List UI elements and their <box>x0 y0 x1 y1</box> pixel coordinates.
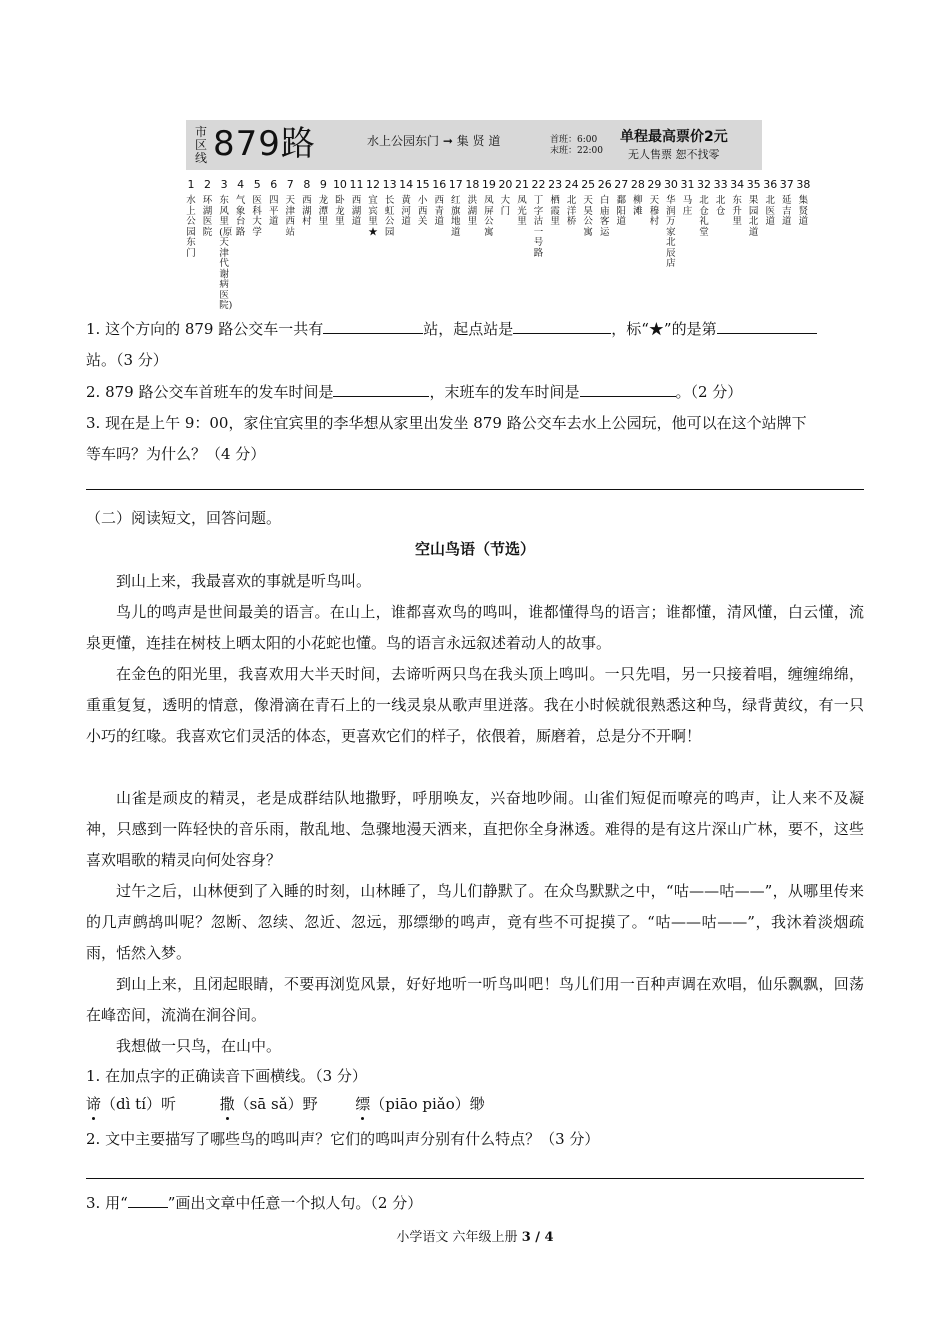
stop-number: 4 <box>237 178 245 191</box>
article-paragraph-3: 在金色的阳光里，我喜欢用大半天时间，去谛听两只鸟在我头顶上鸣叫。一只先唱，另一只接着唱，缠缠绵绵，重重复复，透明的情意，像滑滴在青石上的一线灵泉从歌声里迸落。我在小时候就很熟悉这种鸟，绿背黄纹，有一只小巧的红喙。我喜欢它们灵活的体态，更喜欢它们的样子，依偎着，厮磨着，总是分不开啊！ <box>86 665 864 745</box>
article-paragraph-5: 过午之后，山林便到了入睡的时刻，山林睡了，鸟儿们静默了。在众鸟默默之中，“咕——咕——”，从哪里传来的几声鹧鸪叫呢？忽断、忽续、忽近、忽远，那缥缈的鸣声，竟有些不可捉摸了。“咕——咕——”，我沐着淡烟疏雨，恬然入梦。 <box>86 882 864 962</box>
q2-text-c: 。（2 分） <box>675 383 743 401</box>
stop-number: 17 <box>448 178 463 191</box>
stop-number: 20 <box>498 178 513 191</box>
footer-subject: 小学语文 六年级上册 <box>396 1230 518 1245</box>
last-bus-time: 末班：22:00 <box>550 146 603 156</box>
fare-notice: 无人售票 恕不找零 <box>628 148 720 161</box>
q1-text-b: 站，起点站是 <box>423 320 514 338</box>
direction-from: 水上公园东门 <box>367 134 440 148</box>
answer-blank[interactable] <box>580 382 676 397</box>
stop-name: 气象台路 <box>235 195 246 238</box>
stop-name: 红旗地道 <box>451 195 461 238</box>
stop-name: 北洋桥 <box>566 195 577 227</box>
stop-name: 天昊公寓 <box>583 195 593 238</box>
stop-name: 北医道 <box>765 195 775 227</box>
stop-number: 29 <box>647 178 662 191</box>
answer-line[interactable] <box>86 1178 864 1179</box>
stop-name: 龙潭里 <box>318 195 329 227</box>
route-number: 879路 <box>213 124 316 164</box>
stop-name: 凤屏公寓 <box>484 195 494 238</box>
article-paragraph-7: 我想做一只鸟，在山中。 <box>116 1037 282 1055</box>
answer-line[interactable] <box>86 489 864 490</box>
stop-name: 卧龙里 <box>335 195 345 227</box>
article-paragraph-1: 到山上来，我最喜欢的事就是听鸟叫。 <box>116 572 372 590</box>
stop-name: 天穆村 <box>649 195 660 227</box>
question-1-cont: 站。（3 分） <box>86 351 168 369</box>
aq3-text-a: 3. 用“ <box>86 1194 128 1212</box>
stop-name: 凤光里 <box>517 195 527 227</box>
stop-number: 18 <box>465 178 480 191</box>
answer-blank[interactable] <box>323 319 423 334</box>
route-direction <box>367 133 500 149</box>
stop-name: 水上公园东门 <box>186 195 196 259</box>
q2-text-b: ，末班车的发车时间是 <box>429 383 580 401</box>
stop-number: 35 <box>746 178 761 191</box>
answer-blank[interactable] <box>717 319 817 334</box>
article-paragraph-4: 山雀是顽皮的精灵，老是成群结队地撒野，呼朋唤友，兴奋地吵闹。山雀们短促而嘹亮的鸣声，让人来不及凝神，只感到一阵轻快的音乐雨，散乱地、急骤地漫天洒来，直把你全身淋透。难得的是有这片深山广林，要不，这些喜欢唱歌的精灵向何处容身？ <box>86 789 864 869</box>
stop-number: 3 <box>220 178 228 191</box>
stop-number: 1 <box>187 178 195 191</box>
pinyin-choices[interactable]: （sā sǎ）野 <box>234 1095 318 1113</box>
article-question-2: 2. 文中主要描写了哪些鸟的鸣叫声？它们的鸣叫声分别有什么特点？（3 分） <box>86 1130 600 1148</box>
stop-name: 延吉道 <box>782 195 792 227</box>
stop-number: 33 <box>713 178 728 191</box>
dotted-char: 缥 <box>355 1095 371 1113</box>
stop-name: 医科大学 <box>252 195 262 238</box>
underline-sample <box>128 1195 168 1208</box>
direction-to: 集 贤 道 <box>456 134 501 148</box>
stop-number: 19 <box>481 178 496 191</box>
question-3: 3. 现在是上午 9：00，家住宜宾里的李华想从家里出发坐 879 路公交车去水上公园玩，他可以在这个站牌下 <box>86 414 807 432</box>
stop-number: 9 <box>319 178 327 191</box>
question-3-cont: 等车吗？为什么？（4 分） <box>86 445 266 463</box>
stop-number: 12 <box>366 178 381 191</box>
stop-number: 7 <box>286 178 294 191</box>
stop-name: 马庄 <box>682 195 693 217</box>
stop-name: 鄱阳道 <box>616 195 627 227</box>
stop-number: 2 <box>204 178 212 191</box>
stop-name: 集贤道 <box>798 195 809 227</box>
stop-name: 环湖医院 <box>202 195 213 238</box>
stop-number: 28 <box>630 178 645 191</box>
stop-name: 四平道 <box>268 195 279 227</box>
stop-name: 西湖道 <box>351 195 362 227</box>
stop-number: 10 <box>332 178 347 191</box>
question-2 <box>86 381 864 403</box>
pinyin-choices[interactable]: （dì tí）听 <box>101 1095 177 1113</box>
stop-number: 32 <box>697 178 712 191</box>
stop-name: 小西关 <box>417 195 428 227</box>
stop-name: 东风里(原天津代谢病医院) <box>219 195 233 311</box>
pinyin-choices[interactable]: （piāo piǎo）缈 <box>370 1095 485 1113</box>
dotted-char: 谛 <box>86 1095 102 1113</box>
stop-number: 21 <box>515 178 529 191</box>
stop-name: 果园北道 <box>748 195 759 238</box>
stop-name: 长虹公园 <box>384 195 395 238</box>
answer-blank[interactable] <box>333 382 429 397</box>
stop-name: 白庙客运 <box>599 195 610 238</box>
stop-number: 14 <box>399 178 414 191</box>
stop-number: 15 <box>415 178 430 191</box>
stop-number: 22 <box>531 178 546 191</box>
stop-number: 27 <box>614 178 629 191</box>
pinyin-options <box>86 1093 864 1115</box>
stop-number: 24 <box>564 178 579 191</box>
section-2-heading: （二）阅读短文，回答问题。 <box>86 509 282 527</box>
article-paragraph-6: 到山上来，且闭起眼睛，不要再浏览风景，好好地听一听鸟叫吧！鸟儿们用一百种声调在欢唱，仙乐飘飘，回荡在峰峦间，流淌在涧谷间。 <box>86 975 864 1024</box>
stop-number: 5 <box>253 178 261 191</box>
stop-name: 大门 <box>500 195 511 217</box>
pinyin-item <box>86 1095 176 1113</box>
first-bus-time: 首班：6:00 <box>550 135 598 145</box>
stop-name: 华润万家北辰店 <box>666 195 676 269</box>
stop-number: 6 <box>270 178 278 191</box>
stop-number: 16 <box>432 178 447 191</box>
stop-name: 北仓 <box>715 195 726 217</box>
page-number: 3 / 4 <box>521 1230 554 1245</box>
q1-text-a: 1. 这个方向的 879 路公交车一共有 <box>86 320 324 338</box>
stop-name: 柳滩 <box>633 195 643 217</box>
arrow-icon: ➞ <box>442 134 453 148</box>
article-question-1: 1. 在加点字的正确读音下画横线。（3 分） <box>86 1067 367 1085</box>
article-paragraph-2: 鸟儿的鸣声是世间最美的语言。在山上，谁都喜欢鸟的鸣叫，谁都懂得鸟的语言；谁都懂，清风懂，白云懂，流泉更懂，连挂在树枝上晒太阳的小花蛇也懂。鸟的语言永远叙述着动人的故事。 <box>86 603 864 652</box>
stop-name: 西湖村 <box>302 195 312 227</box>
stop-number: 11 <box>349 178 364 191</box>
stop-name: 西青道 <box>434 195 444 227</box>
stop-number: 23 <box>548 178 563 191</box>
q1-text-c: ，标“★”的是第 <box>611 320 717 338</box>
stop-name: 丁字沽一号路 <box>533 195 544 259</box>
stop-number: 25 <box>581 178 596 191</box>
route-zone: 市区线 <box>194 125 207 165</box>
stop-number: 37 <box>779 178 794 191</box>
stop-name: 天津西站 <box>285 195 296 238</box>
bus-stop-sign <box>186 120 762 170</box>
stop-number: 31 <box>680 178 695 191</box>
stop-name: 黄河道 <box>401 195 411 227</box>
stop-name: 洪湖里 <box>467 195 478 227</box>
answer-blank[interactable] <box>513 319 611 334</box>
stop-number: 30 <box>663 178 678 191</box>
pinyin-item <box>220 1095 318 1113</box>
stop-name: 栖霞里 <box>550 195 560 227</box>
question-1 <box>86 318 864 340</box>
stop-number: 34 <box>730 178 745 191</box>
q2-text-a: 2. 879 路公交车首班车的发车时间是 <box>86 383 334 401</box>
stop-number: 36 <box>763 178 778 191</box>
stop-number: 38 <box>796 178 811 191</box>
stop-number: 26 <box>597 178 612 191</box>
article-title: 空山鸟语（节选） <box>414 540 535 558</box>
article-question-3 <box>86 1192 864 1214</box>
stop-name: 宜宾里★ <box>368 195 378 238</box>
pinyin-item <box>355 1095 485 1113</box>
stop-number: 13 <box>382 178 397 191</box>
stop-name: 北仓礼堂 <box>699 195 709 238</box>
fare-price: 单程最高票价2元 <box>620 129 728 145</box>
page-footer <box>0 1226 950 1245</box>
service-times <box>550 135 603 157</box>
stop-number: 8 <box>303 178 311 191</box>
stop-name: 东升里 <box>732 195 742 227</box>
aq3-text-b: ”画出文章中任意一个拟人句。（2 分） <box>167 1194 423 1212</box>
dotted-char: 撒 <box>219 1095 235 1113</box>
